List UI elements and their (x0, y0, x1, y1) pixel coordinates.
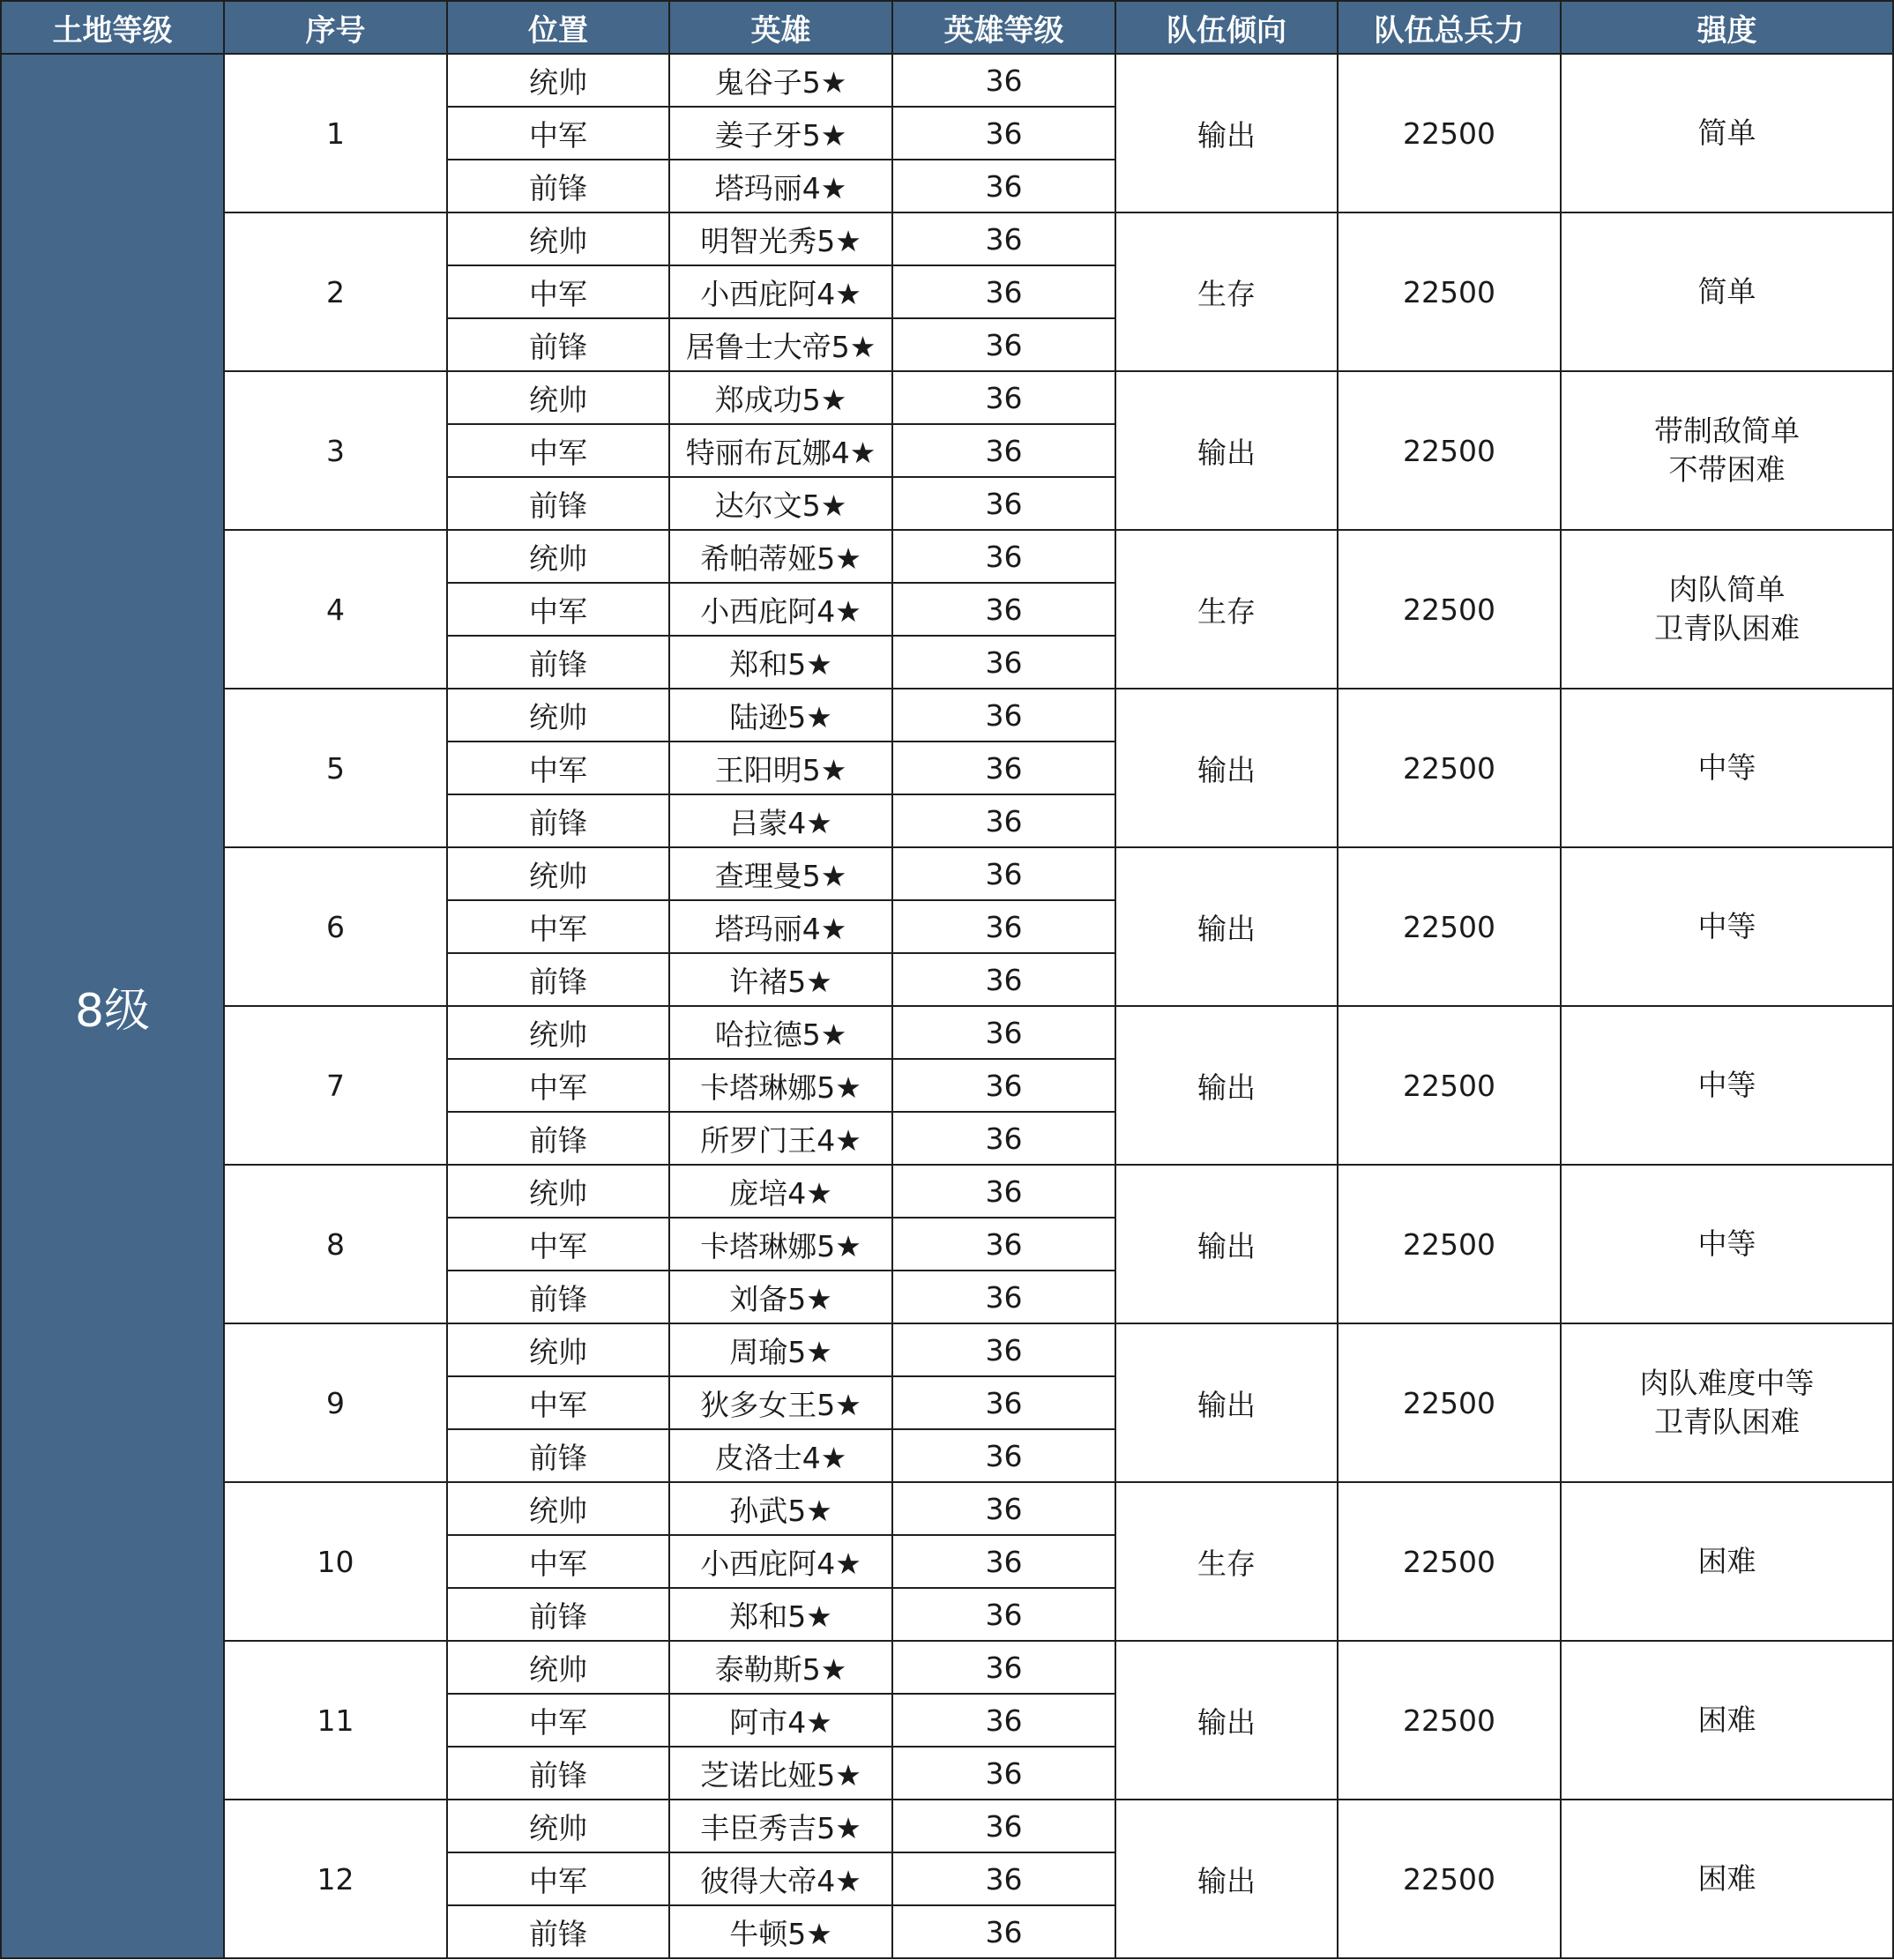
strength-cell (1561, 1641, 1893, 1800)
strength-text: 带制敌简单 (1654, 414, 1800, 448)
strength-cell (1561, 1482, 1893, 1641)
team-number-cell: 9 (224, 1323, 447, 1482)
table-row (1, 1482, 1893, 1535)
hero-level-cell: 36 (892, 1641, 1115, 1694)
header-land-level: 土地等级 (1, 1, 224, 54)
header-number: 序号 (224, 1, 447, 54)
hero-level-cell: 36 (892, 477, 1115, 530)
hero-cell: 卡塔琳娜5★ (669, 1218, 892, 1271)
position-cell: 前锋 (447, 1429, 669, 1482)
position-cell: 前锋 (447, 1112, 669, 1165)
hero-cell: 郑成功5★ (669, 371, 892, 424)
table-row (1, 1165, 1893, 1218)
hero-level-cell: 36 (892, 1905, 1115, 1958)
hero-cell: 王阳明5★ (669, 742, 892, 794)
hero-level-cell: 36 (892, 1429, 1115, 1482)
table-row (1, 1800, 1893, 1852)
position-cell: 统帅 (447, 212, 669, 265)
hero-level-cell: 36 (892, 636, 1115, 689)
team-tendency-cell: 输出 (1115, 847, 1338, 1006)
hero-level-cell: 36 (892, 107, 1115, 160)
strength-text: 不带困难 (1668, 452, 1786, 487)
strength-text: 中等 (1697, 1226, 1756, 1261)
position-cell: 中军 (447, 742, 669, 794)
strength-text: 卫青队困难 (1654, 611, 1800, 645)
hero-level-cell: 36 (892, 530, 1115, 583)
team-total-troops-cell: 22500 (1338, 1800, 1561, 1958)
hero-cell: 周瑜5★ (669, 1323, 892, 1376)
table-row (1, 54, 1893, 107)
team-number-cell: 12 (224, 1800, 447, 1958)
position-cell: 中军 (447, 900, 669, 953)
hero-cell: 芝诺比娅5★ (669, 1747, 892, 1800)
team-tendency-cell: 生存 (1115, 530, 1338, 689)
team-number-cell: 8 (224, 1165, 447, 1323)
header-position: 位置 (447, 1, 669, 54)
team-number-cell: 7 (224, 1006, 447, 1165)
hero-cell: 查理曼5★ (669, 847, 892, 900)
team-tendency-cell: 输出 (1115, 1006, 1338, 1165)
table-row (1, 212, 1893, 265)
hero-cell: 所罗门王4★ (669, 1112, 892, 1165)
land-level-cell: 8级 (1, 54, 224, 1958)
strength-cell (1561, 1006, 1893, 1165)
team-number-cell: 5 (224, 689, 447, 847)
team-total-troops-cell: 22500 (1338, 1323, 1561, 1482)
team-number-cell: 10 (224, 1482, 447, 1641)
team-total-troops-cell: 22500 (1338, 847, 1561, 1006)
team-number-cell: 2 (224, 212, 447, 371)
hero-level-cell: 36 (892, 1800, 1115, 1852)
strength-text: 中等 (1697, 1068, 1756, 1102)
hero-cell: 居鲁士大帝5★ (669, 318, 892, 371)
position-cell: 前锋 (447, 160, 669, 212)
hero-level-cell: 36 (892, 1323, 1115, 1376)
hero-level-cell: 36 (892, 212, 1115, 265)
position-cell: 中军 (447, 1852, 669, 1905)
hero-level-cell: 36 (892, 160, 1115, 212)
strength-cell (1561, 1323, 1893, 1482)
hero-level-cell: 36 (892, 265, 1115, 318)
strength-cell (1561, 847, 1893, 1006)
position-cell: 前锋 (447, 636, 669, 689)
strength-cell (1561, 54, 1893, 212)
hero-cell: 陆逊5★ (669, 689, 892, 742)
table-row (1, 1323, 1893, 1376)
hero-level-cell: 36 (892, 1747, 1115, 1800)
hero-cell: 狄多女王5★ (669, 1376, 892, 1429)
team-tendency-cell: 输出 (1115, 1323, 1338, 1482)
team-tendency-cell: 输出 (1115, 1641, 1338, 1800)
header-team-tendency: 队伍倾向 (1115, 1, 1338, 54)
hero-cell: 泰勒斯5★ (669, 1641, 892, 1694)
position-cell: 中军 (447, 1376, 669, 1429)
team-number-cell: 4 (224, 530, 447, 689)
position-cell: 统帅 (447, 54, 669, 107)
position-cell: 统帅 (447, 1323, 669, 1376)
team-number-cell: 3 (224, 371, 447, 530)
position-cell: 前锋 (447, 1747, 669, 1800)
team-total-troops-cell: 22500 (1338, 530, 1561, 689)
position-cell: 统帅 (447, 1641, 669, 1694)
hero-cell: 吕蒙4★ (669, 794, 892, 847)
position-cell: 前锋 (447, 1588, 669, 1641)
hero-cell: 姜子牙5★ (669, 107, 892, 160)
header-strength: 强度 (1561, 1, 1893, 54)
hero-cell: 卡塔琳娜5★ (669, 1059, 892, 1112)
hero-level-cell: 36 (892, 1694, 1115, 1747)
header-hero: 英雄 (669, 1, 892, 54)
position-cell: 中军 (447, 424, 669, 477)
hero-cell: 彼得大帝4★ (669, 1852, 892, 1905)
hero-cell: 阿市4★ (669, 1694, 892, 1747)
position-cell: 前锋 (447, 794, 669, 847)
team-number-cell: 11 (224, 1641, 447, 1800)
table-row (1, 371, 1893, 424)
strength-cell (1561, 212, 1893, 371)
team-tendency-cell: 输出 (1115, 54, 1338, 212)
hero-cell: 特丽布瓦娜4★ (669, 424, 892, 477)
team-total-troops-cell: 22500 (1338, 54, 1561, 212)
hero-cell: 小西庇阿4★ (669, 1535, 892, 1588)
position-cell: 前锋 (447, 1905, 669, 1958)
position-cell: 中军 (447, 1059, 669, 1112)
position-cell: 中军 (447, 1694, 669, 1747)
team-total-troops-cell: 22500 (1338, 1641, 1561, 1800)
strength-text: 肉队简单 (1668, 572, 1786, 607)
team-tendency-cell: 输出 (1115, 1800, 1338, 1958)
hero-level-cell: 36 (892, 1218, 1115, 1271)
header-team-total-troops: 队伍总兵力 (1338, 1, 1561, 54)
hero-cell: 丰臣秀吉5★ (669, 1800, 892, 1852)
strength-text: 困难 (1697, 1544, 1756, 1578)
position-cell: 统帅 (447, 847, 669, 900)
team-tendency-cell: 生存 (1115, 212, 1338, 371)
hero-level-cell: 36 (892, 1059, 1115, 1112)
position-cell: 中军 (447, 1218, 669, 1271)
position-cell: 统帅 (447, 1165, 669, 1218)
strength-text: 简单 (1697, 116, 1756, 150)
hero-level-cell: 36 (892, 1376, 1115, 1429)
strength-text: 简单 (1697, 274, 1756, 309)
hero-cell: 塔玛丽4★ (669, 900, 892, 953)
hero-cell: 皮洛士4★ (669, 1429, 892, 1482)
table-row (1, 1006, 1893, 1059)
hero-level-cell: 36 (892, 1535, 1115, 1588)
hero-level-cell: 36 (892, 318, 1115, 371)
hero-level-cell: 36 (892, 1271, 1115, 1323)
team-tendency-cell: 输出 (1115, 689, 1338, 847)
table-row (1, 530, 1893, 583)
hero-cell: 许褚5★ (669, 953, 892, 1006)
hero-level-cell: 36 (892, 1006, 1115, 1059)
strength-cell (1561, 1800, 1893, 1958)
hero-cell: 牛顿5★ (669, 1905, 892, 1958)
team-total-troops-cell: 22500 (1338, 371, 1561, 530)
position-cell: 前锋 (447, 318, 669, 371)
strength-text: 肉队难度中等 (1639, 1366, 1815, 1400)
hero-cell: 达尔文5★ (669, 477, 892, 530)
team-total-troops-cell: 22500 (1338, 1482, 1561, 1641)
hero-level-cell: 36 (892, 1588, 1115, 1641)
hero-level-cell: 36 (892, 900, 1115, 953)
hero-cell: 明智光秀5★ (669, 212, 892, 265)
hero-level-cell: 36 (892, 953, 1115, 1006)
position-cell: 统帅 (447, 371, 669, 424)
team-tendency-cell: 输出 (1115, 1165, 1338, 1323)
hero-level-cell: 36 (892, 689, 1115, 742)
hero-level-cell: 36 (892, 424, 1115, 477)
hero-level-cell: 36 (892, 794, 1115, 847)
position-cell: 中军 (447, 1535, 669, 1588)
hero-level-cell: 36 (892, 742, 1115, 794)
team-number-cell: 1 (224, 54, 447, 212)
hero-cell: 希帕蒂娅5★ (669, 530, 892, 583)
team-total-troops-cell: 22500 (1338, 1165, 1561, 1323)
position-cell: 前锋 (447, 953, 669, 1006)
table-row (1, 1641, 1893, 1694)
hero-level-cell: 36 (892, 583, 1115, 636)
position-cell: 中军 (447, 583, 669, 636)
hero-cell: 小西庇阿4★ (669, 583, 892, 636)
hero-level-cell: 36 (892, 1482, 1115, 1535)
team-total-troops-cell: 22500 (1338, 212, 1561, 371)
position-cell: 中军 (447, 107, 669, 160)
hero-cell: 孙武5★ (669, 1482, 892, 1535)
header-row (1, 1, 1893, 54)
strength-text: 卫青队困难 (1654, 1405, 1800, 1439)
position-cell: 前锋 (447, 477, 669, 530)
position-cell: 前锋 (447, 1271, 669, 1323)
strength-text: 困难 (1697, 1861, 1756, 1896)
table-body (1, 54, 1893, 1958)
strength-text: 中等 (1697, 750, 1756, 785)
strength-cell (1561, 371, 1893, 530)
hero-cell: 鬼谷子5★ (669, 54, 892, 107)
table-row (1, 689, 1893, 742)
hero-cell: 小西庇阿4★ (669, 265, 892, 318)
hero-level-cell: 36 (892, 1852, 1115, 1905)
table-row (1, 847, 1893, 900)
strength-cell (1561, 530, 1893, 689)
hero-cell: 郑和5★ (669, 1588, 892, 1641)
strength-cell (1561, 689, 1893, 847)
team-tendency-cell: 输出 (1115, 371, 1338, 530)
position-cell: 中军 (447, 265, 669, 318)
hero-level-cell: 36 (892, 1112, 1115, 1165)
position-cell: 统帅 (447, 1482, 669, 1535)
strength-text: 困难 (1697, 1703, 1756, 1737)
position-cell: 统帅 (447, 689, 669, 742)
team-total-troops-cell: 22500 (1338, 689, 1561, 847)
team-total-troops-cell: 22500 (1338, 1006, 1561, 1165)
team-number-cell: 6 (224, 847, 447, 1006)
hero-cell: 哈拉德5★ (669, 1006, 892, 1059)
hero-level-cell: 36 (892, 1165, 1115, 1218)
hero-cell: 刘备5★ (669, 1271, 892, 1323)
header-hero-level: 英雄等级 (892, 1, 1115, 54)
hero-level-cell: 36 (892, 54, 1115, 107)
strength-text: 中等 (1697, 909, 1756, 943)
strength-cell (1561, 1165, 1893, 1323)
hero-cell: 庞培4★ (669, 1165, 892, 1218)
position-cell: 统帅 (447, 530, 669, 583)
position-cell: 统帅 (447, 1800, 669, 1852)
position-cell: 统帅 (447, 1006, 669, 1059)
hero-cell: 塔玛丽4★ (669, 160, 892, 212)
hero-level-cell: 36 (892, 847, 1115, 900)
team-tendency-cell: 生存 (1115, 1482, 1338, 1641)
hero-level-cell: 36 (892, 371, 1115, 424)
table-header (1, 1, 1893, 54)
hero-cell: 郑和5★ (669, 636, 892, 689)
